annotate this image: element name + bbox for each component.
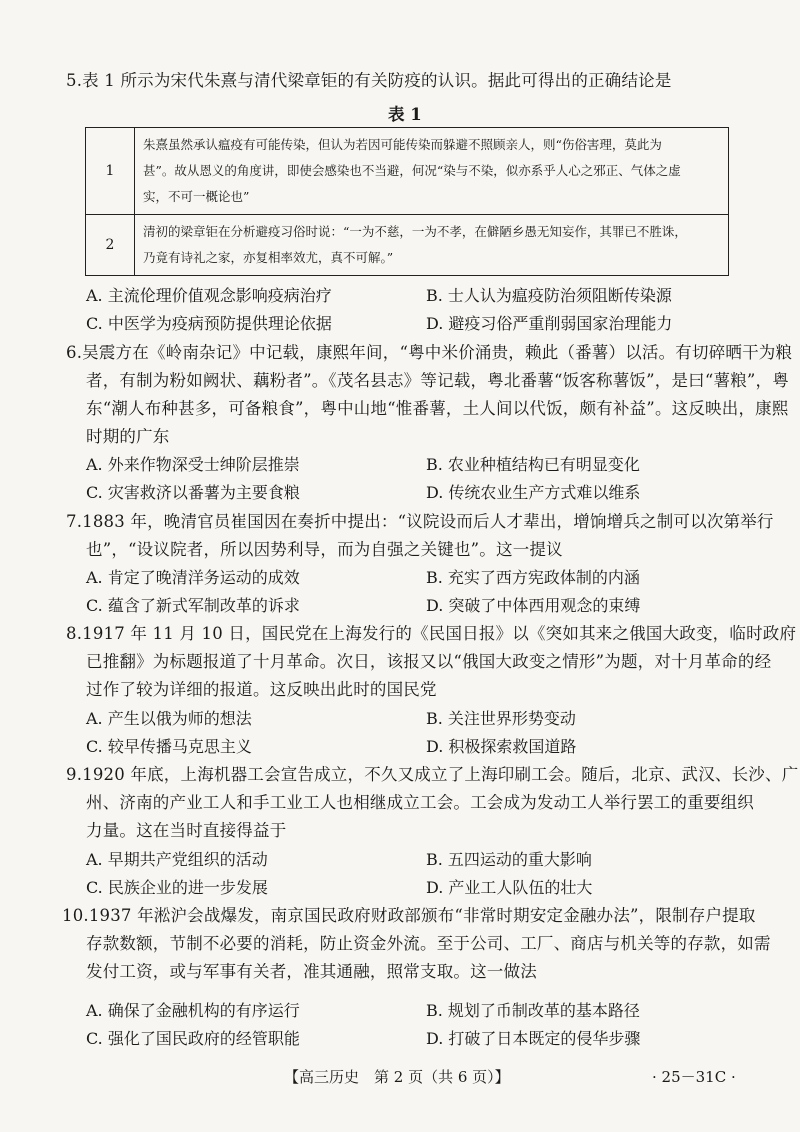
stem-text: 过作了较为详细的报道。这反映出此时的国民党: [86, 680, 437, 699]
page-footer: 【高三历史 第 2 页（共 6 页）】: [284, 1068, 510, 1086]
option-d[interactable]: D. 传统农业生产方式难以维系: [426, 483, 641, 502]
option-d[interactable]: D. 积极探索救国道路: [426, 737, 577, 756]
option-b[interactable]: B. 五四运动的重大影响: [426, 850, 592, 869]
question-10-stem-line: [62, 905, 756, 927]
table-1: [85, 127, 729, 276]
table-caption: 表 1: [388, 105, 422, 124]
option-a[interactable]: A. 产生以俄为师的想法: [86, 709, 252, 728]
question-5-stem-line: [66, 70, 672, 92]
table-text-line: 朱熹虽然承认瘟疫有可能传染，但认为若因可能传染而躲避不照顾亲人，则“伤俗害理，莫此为: [143, 137, 662, 152]
question-number: 6.: [66, 343, 83, 362]
table-row-text: [135, 128, 729, 215]
stem-text: 1917 年 11 月 10 日，国民党在上海发行的《民国日报》以《突如其来之俄国大政变，临时政府: [82, 624, 797, 643]
stem-text: 已推翻》为标题报道了十月革命。次日，该报又以“俄国大政变之情形”为题，对十月革命的经: [86, 652, 772, 671]
table-row: [86, 215, 729, 276]
question-number: 8.: [66, 624, 83, 643]
stem-text: 发付工资，或与军事有关者，准其通融，照常支取。这一做法: [86, 962, 537, 981]
question-7-stem-line: [66, 511, 774, 533]
option-d[interactable]: D. 突破了中体西用观念的束缚: [426, 596, 641, 615]
option-d[interactable]: D. 打破了日本既定的侵华步骤: [426, 1029, 641, 1048]
table-text-line: 甚”。故从恩义的角度讲，即使会感染也不当避，何况“染与不染，似亦系乎人心之邪正、气体之虚: [143, 163, 681, 178]
question-number: 10.: [62, 906, 89, 925]
table-row-number: 2: [86, 215, 135, 276]
option-c[interactable]: C. 较早传播马克思主义: [86, 737, 252, 756]
stem-text: 东“潮人布种甚多，可备粮食”，粤中山地“惟番薯，土人间以代饭，颇有补益”。这反映出，康熙: [86, 399, 789, 418]
option-b[interactable]: B. 农业种植结构已有明显变化: [426, 455, 640, 474]
table-row-number: 1: [86, 128, 135, 215]
stem-text: 吴震方在《岭南杂记》中记载，康熙年间，“粤中米价涌贵，赖此（番薯）以活。有切碎晒干为粮: [82, 343, 793, 362]
table-text-line: 清初的梁章钜在分析避疫习俗时说：“一为不慈，一为不孝，在僻陋乡愚无知妄作，其罪已不胜诛，: [143, 224, 687, 239]
stem-text: 表 1 所示为宋代朱熹与清代梁章钜的有关防疫的认识。据此可得出的正确结论是: [82, 71, 672, 90]
table-text-line: 乃竟有诗礼之家，亦复相率效尤，真不可解。”: [143, 250, 394, 265]
option-d[interactable]: D. 避疫习俗严重削弱国家治理能力: [426, 314, 673, 333]
option-c[interactable]: C. 民族企业的进一步发展: [86, 878, 268, 897]
option-b[interactable]: B. 士人认为瘟疫防治须阻断传染源: [426, 286, 672, 305]
option-b[interactable]: B. 规划了币制改革的基本路径: [426, 1001, 640, 1020]
stem-text: 力量。这在当时直接得益于: [86, 821, 287, 840]
stem-text: 1937 年淞沪会战爆发，南京国民政府财政部颁布“非常时期安定金融办法”，限制存户提取: [88, 906, 756, 925]
question-8-stem-line: [66, 623, 796, 645]
table-text-line: 实，不可一概论也”: [143, 189, 250, 204]
option-a[interactable]: A. 确保了金融机构的有序运行: [86, 1001, 300, 1020]
stem-text: 也”，“设议院者，所以因势利导，而为自强之关键也”。这一提议: [86, 540, 563, 559]
option-c[interactable]: C. 灾害救济以番薯为主要食粮: [86, 483, 300, 502]
stem-text: 时期的广东: [86, 427, 170, 446]
question-6-stem-line: [66, 342, 792, 364]
table-row: [86, 128, 729, 215]
option-a[interactable]: A. 早期共产党组织的活动: [86, 850, 268, 869]
option-c[interactable]: C. 蕴含了新式军制改革的诉求: [86, 596, 300, 615]
option-b[interactable]: B. 关注世界形势变动: [426, 709, 576, 728]
question-number: 5.: [66, 71, 83, 90]
table-row-text: [135, 215, 729, 276]
stem-text: 州、济南的产业工人和手工业工人也相继成立工会。工会成为发动工人举行罢工的重要组织: [86, 793, 754, 812]
stem-text: 1883 年，晚清官员崔国因在奏折中提出：“议院设而后人才辈出，增饷增兵之制可以次第举行: [82, 512, 774, 531]
stem-text: 者，有制为粉如阙状、藕粉者”。《茂名县志》等记载，粤北番薯“饭客称薯饭”，是曰“薯粮”，粤: [86, 371, 789, 390]
option-c[interactable]: C. 中医学为疫病预防提供理论依据: [86, 314, 332, 333]
option-a[interactable]: A. 主流伦理价值观念影响疫病治疗: [86, 286, 332, 305]
option-a[interactable]: A. 外来作物深受士绅阶层推崇: [86, 455, 300, 474]
question-9-stem-line: [66, 764, 798, 786]
stem-text: 1920 年底，上海机器工会宣告成立，不久又成立了上海印刷工会。随后，北京、武汉、长沙、广: [82, 765, 799, 784]
question-number: 9.: [66, 765, 83, 784]
option-c[interactable]: C. 强化了国民政府的经管职能: [86, 1029, 300, 1048]
option-a[interactable]: A. 肯定了晚清洋务运动的成效: [86, 568, 300, 587]
question-number: 7.: [66, 512, 83, 531]
stem-text: 存款数额，节制不必要的消耗，防止资金外流。至于公司、工厂、商店与机关等的存款，如需: [86, 934, 771, 953]
exam-code: · 25－31C ·: [652, 1068, 736, 1086]
option-b[interactable]: B. 充实了西方宪政体制的内涵: [426, 568, 640, 587]
option-d[interactable]: D. 产业工人队伍的壮大: [426, 878, 593, 897]
